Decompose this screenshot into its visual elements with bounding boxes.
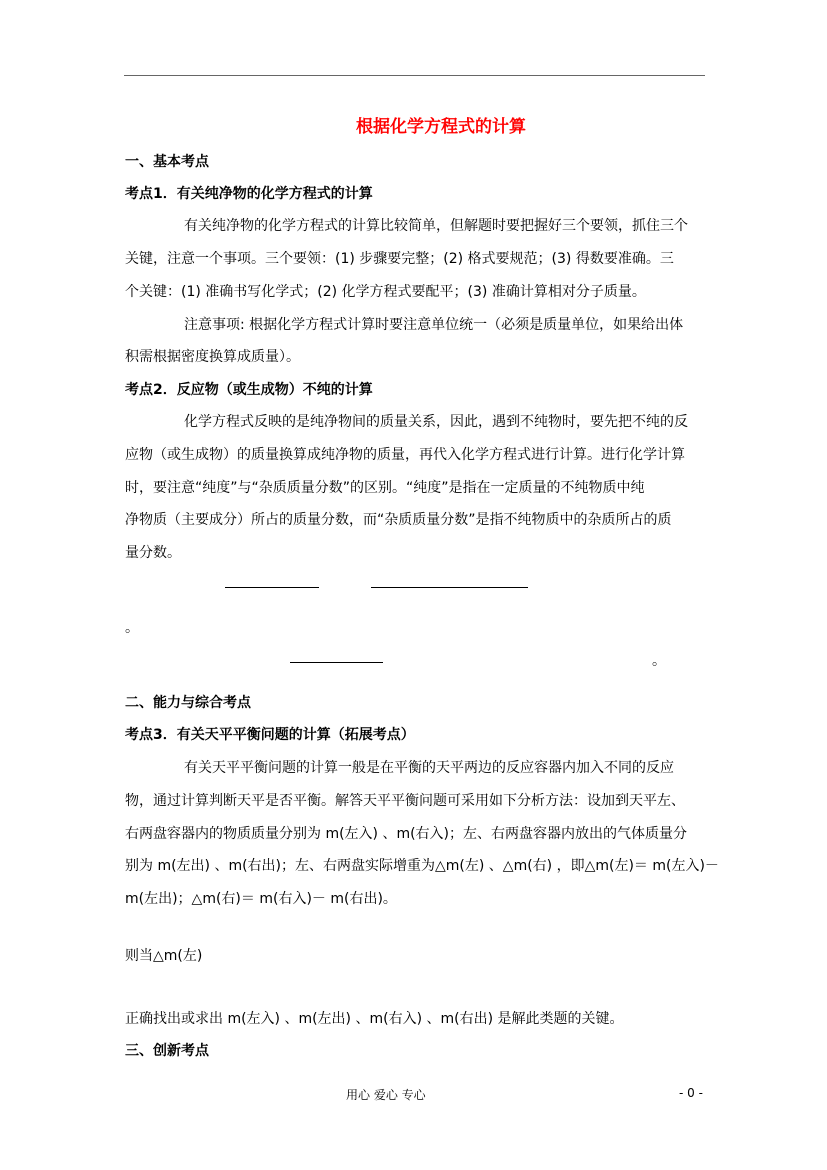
fill-blank-2	[371, 587, 528, 588]
key-line: 正确找出或求出 m(左入) 、m(左出) 、m(右入) 、m(右出) 是解此类题的关键。	[125, 1011, 624, 1027]
page-number: - 0 -	[679, 1086, 703, 1100]
section-1-heading: 一、基本考点	[125, 154, 209, 170]
point-2-line-4: 净物质（主要成分）所占的质量分数，而“杂质质量分数”是指不纯物质中的杂质所占的质	[125, 512, 672, 528]
point-1-line-2: 关键，注意一个事项。三个要领：(1) 步骤要完整；(2) 格式要规范；(3) 得数要准确。三	[125, 251, 674, 267]
note-line-1: 注意事项: 根据化学方程式计算时要注意单位统一（必须是质量单位，如果给出体	[184, 317, 684, 333]
section-3-heading: 三、创新考点	[125, 1043, 209, 1059]
then-line: 则当△m(左)	[125, 948, 203, 964]
point-2-line-3: 时，要注意“纯度”与“杂质质量分数”的区别。“纯度”是指在一定质量的不纯物质中纯	[125, 480, 645, 496]
point-2-line-2: 应物（或生成物）的质量换算成纯净物的质量，再代入化学方程式进行计算。进行化学计算	[125, 447, 685, 463]
fill-period-1: 。	[125, 620, 139, 636]
point-3-line-5: m(左出)；△m(右)＝ m(右入)－ m(右出)。	[125, 891, 397, 907]
point-3-line-4: 别为 m(左出) 、m(右出)；左、右两盘实际增重为△m(左) 、△m(右) ，即△m(左)＝ m(左入)－	[125, 858, 719, 874]
fill-blank-1	[225, 587, 319, 588]
point-1-line-1: 有关纯净物的化学方程式的计算比较简单，但解题时要把握好三个要领，抓住三个	[184, 218, 688, 234]
section-2-heading: 二、能力与综合考点	[125, 695, 251, 711]
point-3-line-2: 物，通过计算判断天平是否平衡。解答天平平衡问题可采用如下分析方法：设加到天平左、	[125, 793, 685, 809]
point-3-line-3: 右两盘容器内的物质质量分别为 m(左入) 、m(右入)；左、右两盘容器内放出的气体质量分	[125, 826, 688, 842]
note-line-2: 积需根据密度换算成质量）。	[125, 349, 300, 365]
point-3-heading: 考点3．有关天平平衡问题的计算（拓展考点）	[125, 727, 415, 743]
page-title: 根据化学方程式的计算	[356, 117, 526, 137]
point-2-heading: 考点2．反应物（或生成物）不纯的计算	[125, 382, 373, 398]
point-2-line-1: 化学方程式反映的是纯净物间的质量关系，因此，遇到不纯物时，要先把不纯的反	[184, 414, 688, 430]
header-rule	[124, 75, 705, 76]
point-3-line-1: 有关天平平衡问题的计算一般是在平衡的天平两边的反应容器内加入不同的反应	[184, 760, 674, 776]
footer-motto: 用心 爱心 专心	[346, 1088, 426, 1102]
point-2-line-5: 量分数。	[125, 545, 181, 561]
point-1-heading: 考点1．有关纯净物的化学方程式的计算	[125, 186, 373, 202]
fill-period-2: 。	[652, 653, 666, 669]
fill-blank-3	[290, 662, 383, 663]
point-1-line-3: 个关键：(1) 准确书写化学式；(2) 化学方程式要配平；(3) 准确计算相对分子质量。	[125, 284, 646, 300]
